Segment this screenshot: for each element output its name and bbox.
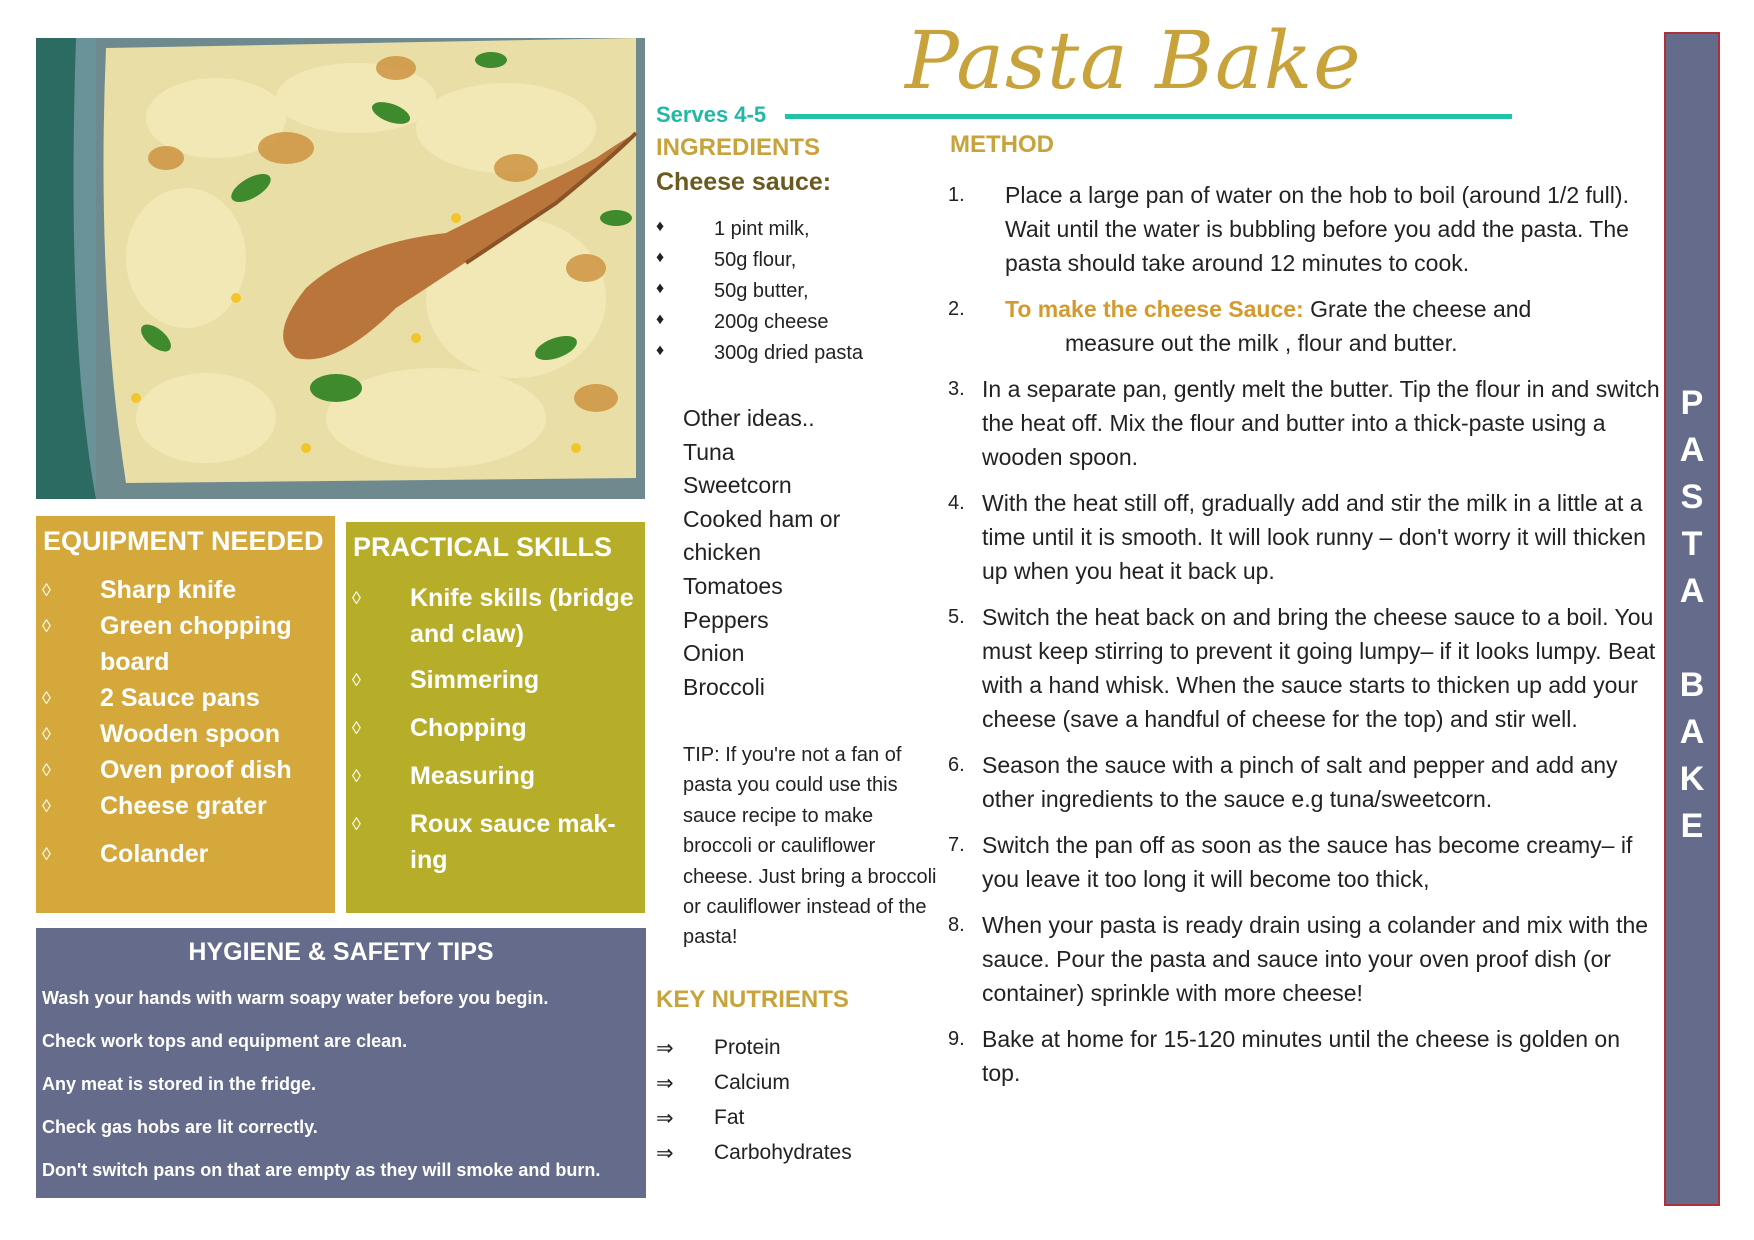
hygiene-heading: HYGIENE & SAFETY TIPS [188, 938, 494, 966]
diamond-bullet-icon: ♦ [656, 218, 665, 235]
lozenge-bullet-icon: ◊ [42, 580, 51, 600]
list-item: ◊ Roux sauce mak-ing [352, 806, 642, 878]
list-item: ◊ Wooden spoon [42, 716, 322, 752]
arrow-bullet-icon: ⇒ [656, 1037, 674, 1060]
list-item: ♦ 50g butter, [656, 280, 809, 302]
lozenge-bullet-icon: ◊ [352, 670, 361, 690]
list-item: ◊ Cheese grater [42, 788, 322, 824]
diamond-bullet-icon: ♦ [656, 280, 665, 297]
list-item: ⇒ Carbohydrates [656, 1141, 852, 1165]
lozenge-bullet-icon: ◊ [352, 814, 361, 834]
key-nutrients-heading: KEY NUTRIENTS [656, 986, 849, 1013]
side-banner-text: P A S T A B A K E [1679, 384, 1705, 845]
diamond-bullet-icon: ♦ [656, 342, 665, 359]
method-steps [948, 178, 1660, 1102]
lozenge-bullet-icon: ◊ [352, 588, 361, 608]
list-item: ◊ Sharp knife [42, 572, 322, 608]
list-item: ◊ Green chopping board [42, 608, 322, 680]
list-item: Don't switch pans on that are empty as they will smoke and burn. [42, 1160, 601, 1180]
skills-list [352, 580, 642, 878]
list-item: Wash your hands with warm soapy water before you begin. [42, 988, 549, 1008]
hygiene-list [42, 988, 600, 1203]
method-step: 1. Place a large pan of water on the hob to boil (around 1/2 full). Wait until the water is bubbling before you add the pasta. The pasta should take around 12 minutes to cook. [948, 182, 1629, 276]
list-item: ⇒ Calcium [656, 1071, 790, 1095]
pasta-bake-photo [36, 38, 645, 499]
list-item: ◊ Colander [42, 836, 322, 872]
lozenge-bullet-icon: ◊ [42, 796, 51, 816]
list-item: Sweetcorn [683, 472, 792, 499]
arrow-bullet-icon: ⇒ [656, 1107, 674, 1130]
lozenge-bullet-icon: ◊ [352, 766, 361, 786]
list-item: Check gas hobs are lit correctly. [42, 1117, 318, 1137]
list-item: Broccoli [683, 673, 765, 700]
list-item: Check work tops and equipment are clean. [42, 1031, 408, 1051]
list-item: Tomatoes [683, 572, 783, 599]
list-item: Any meat is stored in the fridge. [42, 1074, 317, 1094]
method-step: 3. In a separate pan, gently melt the butter. Tip the flour in and switch the heat off. Mix the flour and butter into a thick-paste using a wooden spoon. [948, 376, 1660, 470]
list-item: ⇒ Fat [656, 1106, 745, 1130]
method-step: 6. Season the sauce with a pinch of salt and pepper and add any other ingredients to the sauce e.g tuna/sweetcorn. [948, 752, 1618, 812]
serves-label: Serves 4-5 [656, 102, 767, 127]
list-item: ♦ 1 pint milk, [656, 218, 810, 240]
ingredients-heading: INGREDIENTS [656, 134, 821, 161]
nutrients-list [656, 1036, 852, 1176]
ingredients-list [656, 218, 863, 373]
arrow-bullet-icon: ⇒ [656, 1142, 674, 1165]
method-step: 9. Bake at home for 15-120 minutes until the cheese is golden on top. [948, 1026, 1621, 1086]
lozenge-bullet-icon: ◊ [42, 616, 51, 636]
cheese-sauce-heading: Cheese sauce: [656, 168, 832, 196]
method-step: 7. Switch the pan off as soon as the sauce has become creamy– if you leave it too long it will become too thick, [948, 832, 1633, 892]
list-item: Peppers [683, 606, 769, 633]
list-item: ♦ 300g dried pasta [656, 342, 864, 364]
other-ideas [683, 402, 913, 704]
list-item: ◊ Oven proof dish [42, 752, 322, 788]
list-item: ♦ 200g cheese [656, 311, 829, 333]
lozenge-bullet-icon: ◊ [352, 718, 361, 738]
method-step: 2. To make the cheese Sauce: Grate the cheese and measure out the milk , flour and butter. [948, 296, 1532, 356]
method-step: 8. When your pasta is ready drain using a colander and mix with the sauce. Pour the pasta and sauce into your oven proof dish (or container) sprinkle with more cheese! [948, 912, 1649, 1006]
list-item: ◊ Chopping [352, 710, 642, 746]
diamond-bullet-icon: ♦ [656, 311, 665, 328]
page-title: Pasta Bake [905, 14, 1362, 107]
lozenge-bullet-icon: ◊ [42, 688, 51, 708]
pasta-bake-illustration [36, 38, 645, 499]
other-ideas-heading: Other ideas.. [683, 405, 815, 431]
list-item: ♦ 50g flour, [656, 249, 797, 271]
list-item: Onion [683, 640, 745, 667]
hygiene-safety-box [36, 928, 646, 1198]
tip-text: TIP: If you're not a fan of pasta you could use this sauce recipe to make broccoli or cauliflower cheese. Just bring a broccoli or cauliflower instead of the pasta! [683, 744, 937, 949]
list-item: ◊ Simmering [352, 662, 642, 698]
lozenge-bullet-icon: ◊ [42, 844, 51, 864]
arrow-bullet-icon: ⇒ [656, 1072, 674, 1095]
cheese-sauce-highlight: To make the cheese Sauce: [1005, 296, 1304, 322]
diamond-bullet-icon: ♦ [656, 249, 665, 266]
equipment-list [42, 572, 322, 872]
title-divider [785, 114, 1512, 119]
practical-skills-heading: PRACTICAL SKILLS [353, 532, 613, 562]
lozenge-bullet-icon: ◊ [42, 760, 51, 780]
list-item: ◊ Measuring [352, 758, 642, 794]
list-item: ◊ Knife skills (bridge and claw) [352, 580, 642, 652]
lozenge-bullet-icon: ◊ [42, 724, 51, 744]
equipment-box [36, 516, 335, 913]
equipment-heading: EQUIPMENT NEEDED [43, 526, 324, 556]
list-item: ⇒ Protein [656, 1036, 781, 1060]
list-item: Tuna [683, 438, 735, 465]
method-heading: METHOD [950, 131, 1054, 158]
list-item: chicken [683, 539, 761, 566]
method-step: 5. Switch the heat back on and bring the cheese sauce to a boil. You must keep stirring to prevent it going lumpy– if it looks lumpy. Beat with a hand whisk. When the sauce starts to thicken up add your cheese (save a handful of cheese for the top) and stir well. [948, 604, 1656, 732]
practical-skills-box [346, 522, 645, 913]
list-item: Cooked ham or [683, 505, 841, 532]
list-item: ◊ 2 Sauce pans [42, 680, 322, 716]
method-step: 4. With the heat still off, gradually add and stir the milk in a little at a time until it is smooth. It will look runny – don't worry it will thicken up when you heat it back up. [948, 490, 1646, 584]
